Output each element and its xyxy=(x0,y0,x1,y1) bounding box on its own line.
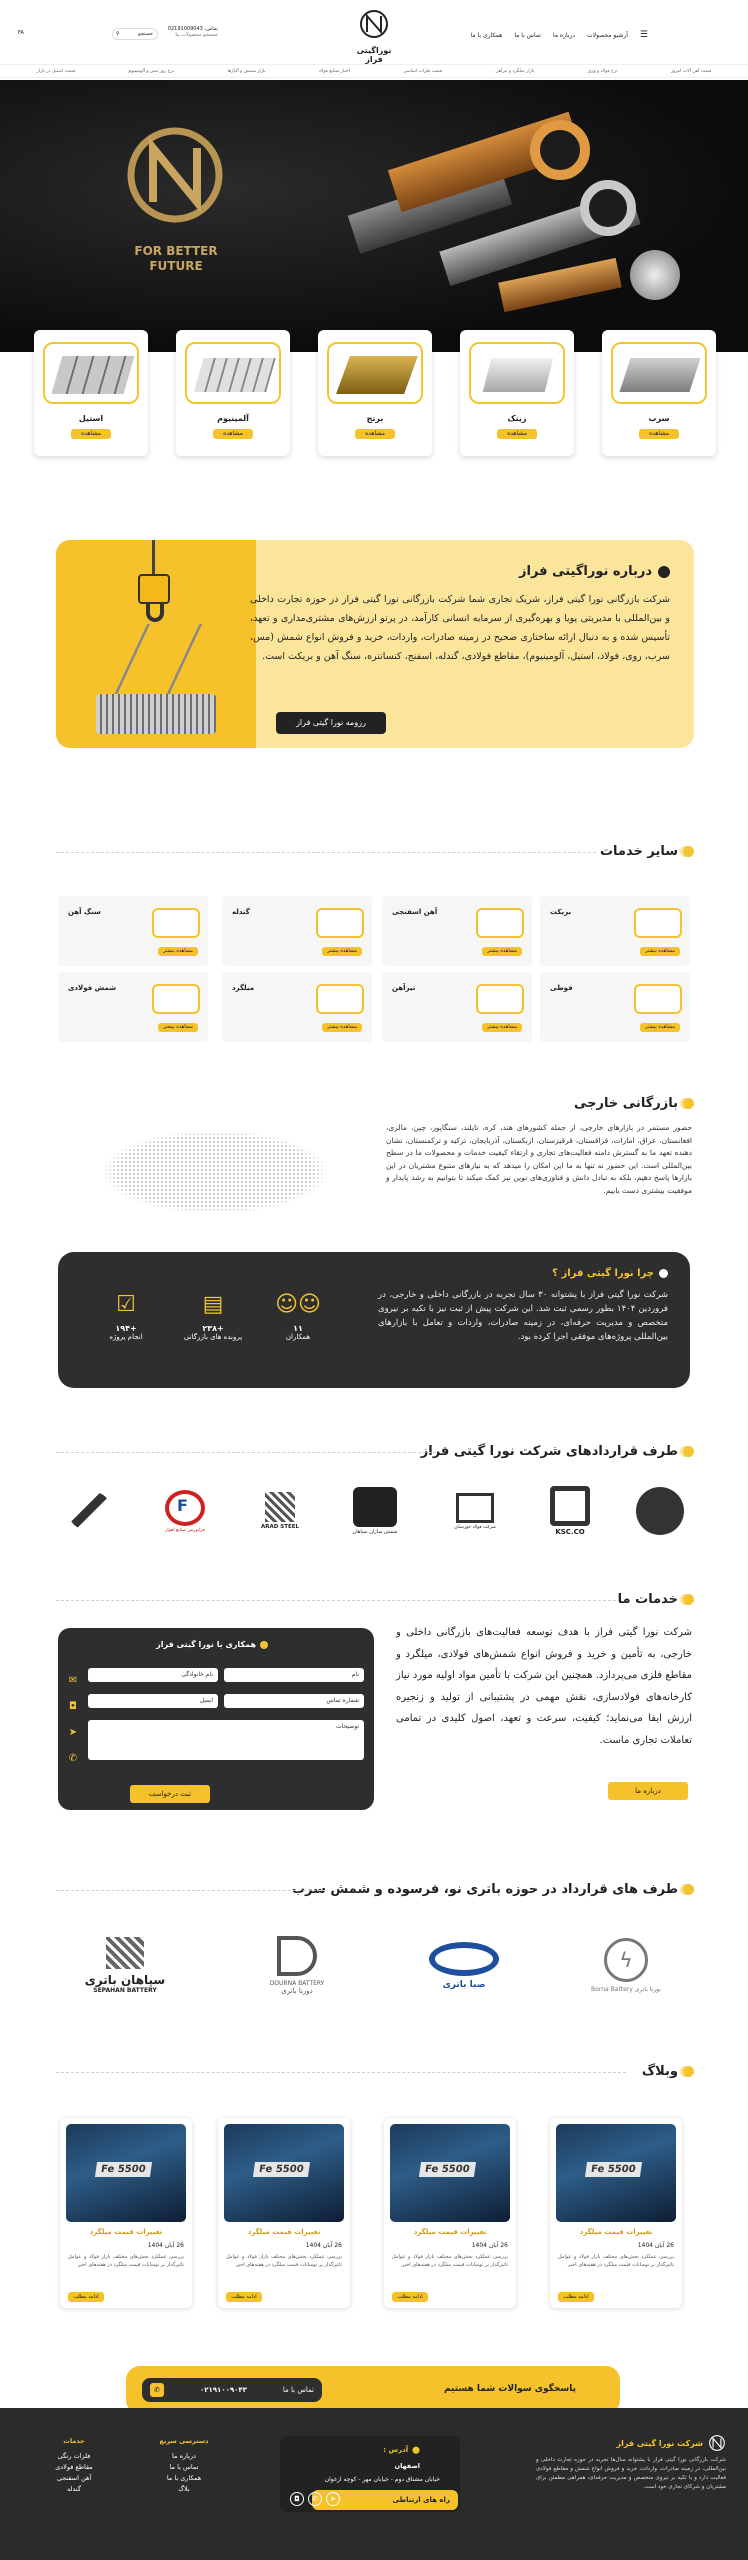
social-icons xyxy=(290,2492,340,2506)
faraboors-logo-icon: F xyxy=(165,1490,205,1526)
ticker-item[interactable]: بازار شمش و آلیاژها xyxy=(227,68,266,74)
price-ticker xyxy=(0,64,748,78)
partner-logo[interactable]: F فرابورس صنایع اهواز xyxy=(150,1490,220,1533)
ticker-item[interactable]: بازار میلگرد و تیرآهن xyxy=(495,68,535,74)
blog-excerpt: بررسی عملکرد بخش‌های مختلف بازار فولاد و عوامل تاثیرگذار بر نوسانات قیمت میلگرد در هفته‌های اخیر xyxy=(392,2254,508,2268)
blog-card[interactable] xyxy=(384,2118,516,2308)
phone-icon: ✆ xyxy=(150,2383,164,2397)
battery-logos xyxy=(70,1936,676,1995)
blog-card[interactable] xyxy=(60,2118,192,2308)
ticker-item[interactable]: قیمت آهن آلات امروز xyxy=(670,68,712,74)
cta-label: تماس با ما xyxy=(282,2386,314,2394)
submit-button[interactable]: ثبت درخواست xyxy=(130,1785,210,1803)
hero-logo-icon xyxy=(120,120,230,230)
metal-name: زینک xyxy=(507,414,527,423)
blog-image: Fe 5500 xyxy=(390,2124,510,2222)
service-image xyxy=(476,984,524,1014)
ticker-item[interactable]: قیمت استیل در بازار xyxy=(36,68,76,74)
footer-services-links xyxy=(34,2436,114,2495)
quick-links-title: دسترسی سریع xyxy=(159,2437,209,2445)
telegram-icon[interactable]: ➤ xyxy=(326,2492,340,2506)
partner-logo[interactable]: KSC.CO xyxy=(540,1486,600,1536)
service-more-button[interactable]: مشاهده بیشتر xyxy=(640,1023,680,1032)
metal-name: سرب xyxy=(648,414,670,423)
brand-name: نوراگیتی فراز xyxy=(356,46,392,64)
arad-logo-icon xyxy=(265,1492,295,1522)
metal-card-steel[interactable] xyxy=(34,330,148,456)
service-image xyxy=(152,908,200,938)
brand-logo[interactable] xyxy=(350,8,398,64)
service-image xyxy=(316,984,364,1014)
read-more-button[interactable]: ادامه مطلب xyxy=(68,2292,104,2302)
metal-name: آلمینیوم xyxy=(217,414,249,423)
metal-name: استیل xyxy=(78,414,104,423)
partners-logos xyxy=(60,1486,690,1536)
crane-hook-image xyxy=(86,540,226,744)
title-dot-icon xyxy=(683,2066,694,2077)
nav-item[interactable]: آرشیو محصولات xyxy=(587,31,628,39)
title-dot-icon xyxy=(659,1269,668,1278)
name-field[interactable]: نام xyxy=(224,1668,364,1682)
whatsapp-icon[interactable]: ✆ xyxy=(68,1753,78,1764)
blog-date: 26 آبان 1404 xyxy=(147,2242,184,2249)
service-card[interactable] xyxy=(382,972,532,1042)
about-section xyxy=(56,540,694,748)
service-name: سنگ آهن xyxy=(68,908,101,916)
stat-label: پرونده های بازرگانی xyxy=(183,1333,243,1341)
mail-icon[interactable]: ✉ xyxy=(68,1675,78,1686)
cooperation-form xyxy=(58,1628,374,1810)
cta-call-button[interactable] xyxy=(142,2378,322,2402)
nav-item[interactable]: تماس با ما xyxy=(514,31,541,39)
metal-card-zinc[interactable] xyxy=(460,330,574,456)
search-input[interactable]: جستجو xyxy=(138,31,153,37)
blog-excerpt: بررسی عملکرد بخش‌های مختلف بازار فولاد و عوامل تاثیرگذار بر نوسانات قیمت میلگرد در هفته‌های اخیر xyxy=(226,2254,342,2268)
site-footer xyxy=(0,2408,748,2560)
lead-image xyxy=(611,342,707,404)
about-body: شرکت بازرگانی نورا گیتی فراز، شریک تجاری شما شرکت بازرگانی نورا گیتی فراز در حوزه تجارت داخلی و بین‌المللی با مدیریتی پویا و بهره‌گیری از سرمایه انسانی کارآمد، در پرتو ارزش‌های مشتری‌مداری و تعهد، تأسیس شده و به دنبال ارائه ساختاری صحیح در زمینه صادرات، واردات، خرید و فروش انواع شمش (مس، سرب، روی، فولاد، استیل، آلومینیوم)، مقاطع فولادی، گندله، اسفنج، کنسانتره، سنگ آهن و بریکت است. xyxy=(250,594,670,662)
instagram-icon[interactable]: ◘ xyxy=(69,1701,77,1712)
battery-partners-title: طرف های قرارداد در حوزه باتری نو، فرسوده و شمش سرب xyxy=(292,1882,694,1897)
partner-logo[interactable] xyxy=(630,1487,690,1535)
service-name: قوطی xyxy=(550,984,573,992)
partner-emblem-icon xyxy=(68,1491,112,1531)
hero-banner xyxy=(0,80,748,352)
service-more-button[interactable]: مشاهده بیشتر xyxy=(322,1023,362,1032)
ticker-item[interactable]: اخبار صنایع فولاد xyxy=(318,68,350,74)
metal-card-brass[interactable] xyxy=(318,330,432,456)
section-divider xyxy=(56,1452,436,1453)
services-links-title: خدمات xyxy=(63,2437,85,2445)
service-card[interactable] xyxy=(58,972,208,1042)
shemsh-logo-icon xyxy=(353,1487,397,1527)
ksc-logo-icon xyxy=(550,1486,590,1526)
title-dot-icon xyxy=(683,1594,694,1605)
title-dot-icon xyxy=(658,566,670,578)
nav-item[interactable]: درباره ما xyxy=(552,31,576,39)
blog-title: وبلاگ xyxy=(642,2064,694,2079)
why-title: چرا نورا گیتی فراز ؟ xyxy=(552,1268,668,1279)
phone-box[interactable] xyxy=(158,26,218,38)
partner-logo[interactable]: شرکت فولاد خوزستان xyxy=(440,1493,510,1530)
world-map-image xyxy=(80,1112,350,1232)
service-name: تیرآهن xyxy=(392,984,416,992)
blog-card[interactable] xyxy=(550,2118,682,2308)
metal-name: برنج xyxy=(366,414,384,423)
logo-mark-icon xyxy=(358,8,390,40)
ticker-item[interactable]: نرخ فولاد و ورق xyxy=(587,68,618,74)
partner-logo[interactable] xyxy=(60,1491,120,1531)
service-name: شمش فولادی xyxy=(68,984,117,992)
zinc-image xyxy=(469,342,565,404)
footer-link[interactable]: گندله xyxy=(67,2485,81,2493)
service-more-button[interactable]: مشاهده بیشتر xyxy=(640,947,680,956)
email-field[interactable]: ایمیل xyxy=(88,1694,218,1708)
address-label: آدرس : xyxy=(383,2446,409,2454)
service-card[interactable] xyxy=(222,972,372,1042)
footer-link[interactable]: همکاری با ما xyxy=(166,2474,202,2482)
form-title: همکاری با نورا گیتی فراز xyxy=(156,1640,268,1649)
service-image xyxy=(634,984,682,1014)
stat-label: انجام پروژه xyxy=(109,1333,143,1341)
title-dot-icon xyxy=(683,1884,694,1895)
stat-projects xyxy=(86,1292,166,1341)
battery-logo[interactable]: صبا باتری xyxy=(414,1942,514,1990)
service-image xyxy=(316,908,364,938)
service-more-button[interactable]: مشاهده بیشتر xyxy=(482,1023,522,1032)
blog-image: Fe 5500 xyxy=(66,2124,186,2222)
whatsapp-icon[interactable]: ✆ xyxy=(308,2492,322,2506)
battery-logo[interactable]: ϟ بورنا باتری Borna Battery xyxy=(576,1938,676,1993)
footer-quick-links xyxy=(144,2436,224,2495)
service-card[interactable] xyxy=(540,896,690,966)
battery-logo[interactable]: DOURNA BATTERY دورنا باتری xyxy=(242,1936,352,1995)
service-card[interactable] xyxy=(382,896,532,966)
phone-sub: جستجو محصولات ما xyxy=(175,32,218,38)
stat-cases xyxy=(168,1292,258,1341)
service-image xyxy=(476,908,524,938)
cta-text: پاسخگوی سوالات شما هستیم xyxy=(443,2384,576,2394)
battery-logo[interactable]: سپاهان باتری SEPAHAN BATTERY xyxy=(70,1937,180,1994)
phone-label: تماس: 02191009043 xyxy=(167,26,218,32)
service-more-button[interactable]: مشاهده بیشتر xyxy=(158,1023,198,1032)
metal-card-lead[interactable] xyxy=(602,330,716,456)
family-field[interactable]: نام خانوادگی xyxy=(88,1668,218,1682)
section-divider xyxy=(56,1600,616,1601)
location-icon: ⬤ xyxy=(412,2446,420,2454)
partners-title: طرف قراردادهای شرکت نورا گیتی فراز xyxy=(421,1444,694,1459)
title-dot-icon xyxy=(683,1098,694,1109)
blog-card[interactable] xyxy=(218,2118,350,2308)
metal-card-aluminium[interactable] xyxy=(176,330,290,456)
foreign-trade-body: حضور مستمر در بازارهای خارجی، از جمله کشورهای هند، کره، تایلند، سنگاپور، چین، مالزی، افغانستان، عراق، امارات، قزاقستان، قرقیزستان، ازبکستان، آذربایجان، ترکیه و ترکمنستان، نشان دهنده تعهد ما به گسترش دامنه فعالیت‌های تجاری و ارتقاء کیفیت خدمات و محصولات ما در سطح بین‌المللی است. این حضور نه تنها به ما این امکان را میدهد که به نیازهای متنوع مشتریان در این بازارها پاسخ دهیم، بلکه به تبادل دانش و فناوری‌های نوین نیز کمک میکند تا بتوانیم به رشد پایدار و موفقیت بیشتری دست یابیم. xyxy=(386,1123,692,1195)
blog-excerpt: بررسی عملکرد بخش‌های مختلف بازار فولاد و عوامل تاثیرگذار بر نوسانات قیمت میلگرد در هفته‌های اخیر xyxy=(68,2254,184,2268)
steel-image xyxy=(43,342,139,404)
metal-bars-image xyxy=(330,100,730,330)
service-image xyxy=(152,984,200,1014)
cta-bar xyxy=(126,2366,620,2414)
social-label: راه های ارتباطی xyxy=(392,2496,450,2504)
blog-post-title[interactable]: تغییرات قیمت میلگرد xyxy=(413,2228,487,2236)
title-dot-icon xyxy=(260,1641,268,1649)
blog-post-title[interactable]: تغییرات قیمت میلگرد xyxy=(247,2228,321,2236)
blog-date: 26 آبان 1404 xyxy=(637,2242,674,2249)
service-name: گندله xyxy=(232,908,250,916)
why-body: شرکت نورا گیتی فراز با پشتوانه ۳۰ سال تجربه در بازرگانی داخلی و خارجی، در فروردین ۱۴۰۴ بطور رسمی ثبت شد. این شرکت پیش از ثبت نیز با تکیه بر نیروی متخصص و مدیریت حرفه‌ای، در زمینه صادرات، واردات و تعامل با بازارهای بین‌المللی پروژه‌های موفقی اجرا کرده بود. xyxy=(378,1290,669,1342)
search-box[interactable] xyxy=(112,28,158,40)
description-field[interactable]: توضیحات xyxy=(88,1720,364,1760)
service-more-button[interactable]: مشاهده بیشتر xyxy=(322,947,362,956)
service-card[interactable] xyxy=(58,896,208,966)
blog-post-title[interactable]: تغییرات قیمت میلگرد xyxy=(89,2228,163,2236)
service-name: میلگرد xyxy=(232,984,255,992)
stat-label: همکاران xyxy=(285,1333,311,1341)
footer-link[interactable]: تماس با ما xyxy=(169,2463,199,2471)
footer-logo-icon xyxy=(708,2434,726,2452)
globe-icon xyxy=(636,1487,684,1535)
service-card[interactable] xyxy=(222,896,372,966)
service-image xyxy=(634,908,682,938)
address-text: خیابان مشتاق دوم - خیابان مهر - کوچه ارغوان xyxy=(324,2476,440,2483)
our-services-body: شرکت نورا گیتی فراز با هدف توسعه فعالیت‌های بازرگانی داخلی و خارجی، به تأمین و خرید و فروش انواع شمش‌های فولادی، میلگرد و مقاطع فلزی می‌پردازد. همچنین این شرکت با تأمین مواد اولیه مورد نیاز کارخانه‌های فولادسازی، نقش مهمی در پشتیبانی از تولید و زنجیره ارزش ایفا می‌نماید؛ کیفیت، سرعت و تعهد، اصول کلیدی در تمامی تعاملات تجاری ماست. xyxy=(396,1627,692,1746)
footer-about: شرکت بازرگانی نورا گیتی فراز با پشتوانه سال‌ها تجربه در حوزه تجارت داخلی و بین‌المللی، در زمینه صادرات، واردات، خرید و فروش انواع شمش و مقاطع فولادی فعالیت دارد و با تکیه بر نیروی متخصص و مدیریت حرفه‌ای، همراهی مطمئن برای مشتریان و شرکای تجاری خود است. xyxy=(536,2457,726,2490)
service-more-button[interactable]: مشاهده بیشتر xyxy=(482,947,522,956)
ticker-item[interactable]: قیمت فلزات اساسی xyxy=(403,68,443,74)
hero-slogan: FOR BETTER FUTURE xyxy=(134,244,218,273)
blog-excerpt: بررسی عملکرد بخش‌های مختلف بازار فولاد و عوامل تاثیرگذار بر نوسانات قیمت میلگرد در هفته‌های اخیر xyxy=(558,2254,674,2268)
aluminium-image xyxy=(185,342,281,404)
metal-view-button[interactable]: مشاهده xyxy=(213,429,253,439)
dourna-logo-icon xyxy=(277,1936,317,1976)
footer-link[interactable]: بلاگ xyxy=(178,2485,190,2493)
service-more-button[interactable]: مشاهده بیشتر xyxy=(158,947,198,956)
services-title: سایر خدمات xyxy=(600,844,694,859)
phone-field[interactable]: شماره تماس xyxy=(224,1694,364,1708)
blog-date: 26 آبان 1404 xyxy=(305,2242,342,2249)
about-title: درباره نوراگیتی فراز xyxy=(519,564,670,579)
address-city: اصفهان xyxy=(394,2462,420,2470)
footer-link[interactable]: درباره ما xyxy=(172,2452,196,2460)
about-resume-button[interactable]: رزومه نورا گیتی فراز xyxy=(276,712,386,734)
footer-link[interactable]: مقاطع فولادی xyxy=(55,2463,93,2471)
our-services-title: خدمات ما xyxy=(618,1592,694,1607)
section-divider xyxy=(56,2072,626,2073)
telegram-icon[interactable]: ➤ xyxy=(68,1727,78,1738)
site-header xyxy=(0,0,748,64)
blog-date: 26 آبان 1404 xyxy=(471,2242,508,2249)
ticker-item[interactable]: نرخ روز مس و آلومینیوم xyxy=(128,68,175,74)
stat-number: +۱۹۴ xyxy=(115,1324,137,1333)
blog-image: Fe 5500 xyxy=(224,2124,344,2222)
footer-link[interactable]: فلزات رنگی xyxy=(57,2452,91,2460)
foreign-trade-title: بازرگانی خارجی xyxy=(574,1096,694,1111)
footer-brand: شرکت نورا گیتی فراز xyxy=(616,2434,726,2452)
about-us-button[interactable]: درباره ما xyxy=(608,1782,688,1800)
partner-logo[interactable]: شمش سازان سپاهان xyxy=(340,1487,410,1535)
users-icon: ☺☺ xyxy=(275,1292,321,1317)
lang-switch[interactable]: FA xyxy=(18,30,24,36)
instagram-icon[interactable]: ◘ xyxy=(290,2492,304,2506)
read-more-button[interactable]: ادامه مطلب xyxy=(226,2292,262,2302)
search-icon: ⚲ xyxy=(116,31,120,37)
service-name: آهن اسفنجی xyxy=(392,908,438,916)
section-divider xyxy=(56,1890,326,1891)
service-card[interactable] xyxy=(540,972,690,1042)
why-us-section xyxy=(58,1252,690,1388)
metal-view-button[interactable]: مشاهده xyxy=(497,429,537,439)
sepahan-logo-icon xyxy=(106,1937,144,1969)
stat-number: +۲۳۸ xyxy=(202,1324,224,1333)
brass-image xyxy=(327,342,423,404)
partner-logo[interactable]: ARAD STEEL xyxy=(250,1492,310,1530)
ksc-steel-icon xyxy=(456,1493,494,1523)
stat-partners xyxy=(258,1292,338,1341)
cta-phone: ۰۲۱۹۱۰۰۹۰۴۳ xyxy=(199,2386,247,2394)
service-name: بریکت xyxy=(550,908,572,916)
main-nav xyxy=(471,30,648,40)
section-divider xyxy=(56,852,596,853)
stat-number: ۱۱ xyxy=(293,1324,303,1333)
nav-item[interactable]: همکاری با ما xyxy=(470,31,503,39)
saba-logo-icon xyxy=(429,1942,499,1976)
read-more-button[interactable]: ادامه مطلب xyxy=(558,2292,594,2302)
footer-link[interactable]: آهن اسفنجی xyxy=(56,2474,92,2482)
metal-view-button[interactable]: مشاهده xyxy=(71,429,111,439)
blog-post-title[interactable]: تغییرات قیمت میلگرد xyxy=(579,2228,653,2236)
blog-image: Fe 5500 xyxy=(556,2124,676,2222)
menu-icon[interactable]: ☰ xyxy=(639,30,648,40)
read-more-button[interactable]: ادامه مطلب xyxy=(392,2292,428,2302)
title-dot-icon xyxy=(683,846,694,857)
borna-logo-icon: ϟ xyxy=(604,1938,648,1982)
metal-view-button[interactable]: مشاهده xyxy=(355,429,395,439)
check-icon: ☑ xyxy=(116,1292,136,1317)
metal-view-button[interactable]: مشاهده xyxy=(639,429,679,439)
title-dot-icon xyxy=(683,1446,694,1457)
document-icon: ▤ xyxy=(202,1292,224,1317)
